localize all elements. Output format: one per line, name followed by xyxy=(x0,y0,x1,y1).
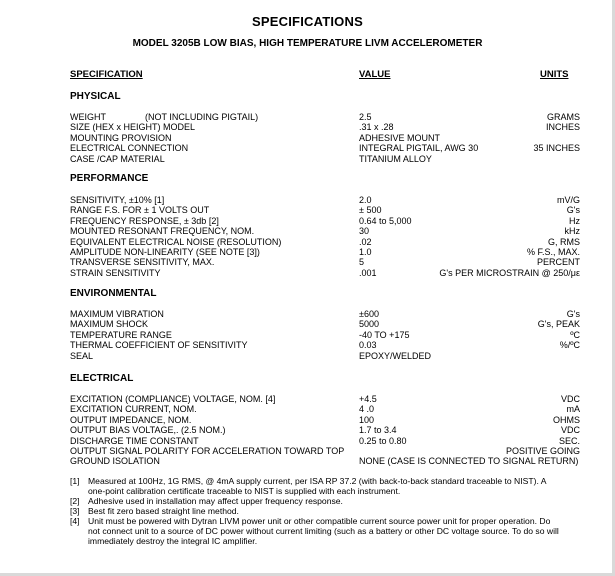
spec-value: 2.0 xyxy=(359,195,372,205)
spec-unit: PERCENT xyxy=(536,257,580,268)
spec-unit: SEC. xyxy=(558,435,580,446)
spec-row xyxy=(70,122,580,132)
spec-value: 4 .0 xyxy=(359,404,375,415)
section-heading-performance: PERFORMANCE xyxy=(70,173,149,184)
spec-label: EQUIVALENT ELECTRICAL NOISE (RESOLUTION) xyxy=(70,236,282,247)
spec-row xyxy=(70,195,580,205)
spec-value: 100 xyxy=(359,414,375,425)
spec-unit: mV/G xyxy=(556,195,580,205)
spec-value: ± 500 xyxy=(359,205,382,216)
footnote-number: [1] xyxy=(70,476,80,486)
spec-label: AMPLITUDE NON-LINEARITY (SEE NOTE [3]) xyxy=(70,246,260,257)
spec-row xyxy=(70,446,580,456)
spec-unit: POSITIVE GOING xyxy=(505,445,580,456)
spec-label: STRAIN SENSITIVITY xyxy=(70,267,161,278)
footnote-text: Adhesive used in installation may affect upper frequency response. xyxy=(88,496,343,506)
spec-value: .02 xyxy=(359,236,372,247)
spec-label: DISCHARGE TIME CONSTANT xyxy=(70,435,199,446)
spec-unit: ºC xyxy=(570,329,580,340)
spec-label: MOUNTING PROVISION xyxy=(70,132,172,143)
footnote-text: Unit must be powered with Dytran LIVM power unit or other compatible current source power unit for proper operation. Do not connect unit to a source of DC power without current limiting (such as a battery or other DC voltage source. To do so will immediately destroy the integral IC amplifier. xyxy=(88,516,559,546)
spec-row xyxy=(70,154,580,164)
spec-label: TRANSVERSE SENSITIVITY, MAX. xyxy=(70,257,215,268)
spec-row xyxy=(70,456,580,466)
spec-row xyxy=(70,425,580,435)
spec-value: TITANIUM ALLOY xyxy=(359,153,432,164)
spec-value: ±600 xyxy=(359,309,379,319)
spec-value: 1.7 to 3.4 xyxy=(359,425,397,436)
spec-label: WEIGHT xyxy=(70,112,106,122)
spec-unit: 35 INCHES xyxy=(533,143,580,154)
spec-label: SENSITIVITY, ±10% [1] xyxy=(70,195,165,205)
footnote xyxy=(70,476,560,496)
spec-value: 0.25 to 0.80 xyxy=(359,435,407,446)
column-header-units: UNITS xyxy=(540,69,569,80)
physical-rows xyxy=(70,112,580,164)
spec-unit: kHz xyxy=(564,226,580,237)
spec-unit: VDC xyxy=(560,425,580,436)
spec-value: EPOXY/WELDED xyxy=(359,350,432,361)
spec-value: .31 x .28 xyxy=(359,122,394,133)
spec-value: +4.5 xyxy=(359,394,377,404)
section-heading-electrical: ELECTRICAL xyxy=(70,373,134,384)
spec-value: 5000 xyxy=(359,319,380,330)
spec-label: MAXIMUM SHOCK xyxy=(70,319,149,330)
spec-unit: OHMS xyxy=(553,414,580,425)
footnote-number: [4] xyxy=(70,516,80,526)
spec-row xyxy=(70,309,580,319)
page-subtitle: MODEL 3205B LOW BIAS, HIGH TEMPERATURE LIVM ACCELEROMETER xyxy=(132,38,483,49)
spec-row xyxy=(70,247,580,257)
spec-unit: G's xyxy=(566,309,580,319)
spec-row xyxy=(70,133,580,143)
spec-row xyxy=(70,237,580,247)
spec-row xyxy=(70,226,580,236)
spec-value: 1.0 xyxy=(359,246,372,257)
column-header-specification: SPECIFICATION xyxy=(70,69,143,80)
spec-row xyxy=(70,143,580,153)
footnote-number: [3] xyxy=(70,506,80,516)
spec-value: 0.64 to 5,000 xyxy=(359,215,412,226)
spec-value: 30 xyxy=(359,226,370,237)
spec-value: .001 xyxy=(359,267,377,278)
spec-label: MAXIMUM VIBRATION xyxy=(70,309,164,319)
spec-label: THERMAL COEFFICIENT OF SENSITIVITY xyxy=(70,340,248,351)
spec-note: (NOT INCLUDING PIGTAIL) xyxy=(145,112,259,122)
spec-label: MOUNTED RESONANT FREQUENCY, NOM. xyxy=(70,226,255,237)
spec-value: INTEGRAL PIGTAIL, AWG 30 xyxy=(359,143,479,154)
spec-unit: G, RMS xyxy=(547,236,580,247)
spec-label: OUTPUT BIAS VOLTAGE,. (2.5 NOM.) xyxy=(70,425,226,436)
spec-unit: G's PER MICROSTRAIN @ 250/με xyxy=(439,267,580,278)
spec-label: TEMPERATURE RANGE xyxy=(70,329,172,340)
spec-label: EXCITATION CURRENT, NOM. xyxy=(70,404,197,415)
spec-row xyxy=(70,436,580,446)
section-heading-physical: PHYSICAL xyxy=(70,91,121,102)
footnote xyxy=(70,496,560,506)
spec-label: SEAL xyxy=(70,350,94,361)
spec-row xyxy=(70,394,580,404)
spec-label: RANGE F.S. FOR ± 1 VOLTS OUT xyxy=(70,205,210,216)
spec-label: EXCITATION (COMPLIANCE) VOLTAGE, NOM. [4] xyxy=(70,394,276,404)
section-heading-environmental: ENVIRONMENTAL xyxy=(70,288,157,299)
spec-row xyxy=(70,404,580,414)
performance-rows xyxy=(70,195,580,278)
spec-unit: mA xyxy=(566,404,580,415)
spec-row xyxy=(70,415,580,425)
spec-row xyxy=(70,205,580,215)
spec-value: 2.5 xyxy=(359,112,372,122)
spec-row xyxy=(70,351,580,361)
spec-unit: GRAMS xyxy=(546,112,580,122)
spec-unit: VDC xyxy=(560,394,580,404)
spec-label: GROUND ISOLATION xyxy=(70,456,160,467)
footnote xyxy=(70,506,560,516)
electrical-rows xyxy=(70,394,580,467)
spec-value: NONE (CASE IS CONNECTED TO SIGNAL RETURN) xyxy=(359,456,579,467)
spec-unit: INCHES xyxy=(545,122,580,133)
spec-row xyxy=(70,257,580,267)
footnotes xyxy=(70,476,560,546)
spec-unit: % F.S., MAX. xyxy=(526,246,580,257)
spec-unit: G's, PEAK xyxy=(537,319,580,330)
footnote-text: Best fit zero based straight line method. xyxy=(88,506,239,516)
footnote-text: Measured at 100Hz, 1G RMS, @ 4mA supply current, per ISA RP 37.2 (with back-to-back standard traceable to NIST). A one-point calibration certificate traceable to NIST is supplied with each instrument. xyxy=(88,476,547,496)
footnote xyxy=(70,516,560,546)
spec-value: ADHESIVE MOUNT xyxy=(359,132,441,143)
spec-unit: Hz xyxy=(569,215,580,226)
spec-value: -40 TO +175 xyxy=(359,329,410,340)
spec-row xyxy=(70,268,580,278)
spec-label: OUTPUT SIGNAL POLARITY FOR ACCELERATION TOWARD TOP xyxy=(70,445,345,456)
spec-row xyxy=(70,112,580,122)
spec-label: ELECTRICAL CONNECTION xyxy=(70,143,189,154)
spec-row xyxy=(70,340,580,350)
spec-label: CASE /CAP MATERIAL xyxy=(70,153,165,164)
spec-value: 5 xyxy=(359,257,365,268)
spec-row xyxy=(70,319,580,329)
spec-label: OUTPUT IMPEDANCE, NOM. xyxy=(70,414,192,425)
spec-unit: %/ºC xyxy=(559,340,580,351)
spec-label: SIZE (HEX x HEIGHT) MODEL xyxy=(70,122,196,133)
page-title: SPECIFICATIONS xyxy=(252,14,363,29)
spec-value: 0.03 xyxy=(359,340,377,351)
spec-row xyxy=(70,216,580,226)
spec-unit: G's xyxy=(566,205,580,216)
spec-row xyxy=(70,330,580,340)
spec-label: FREQUENCY RESPONSE, ± 3db [2] xyxy=(70,215,219,226)
footnote-number: [2] xyxy=(70,496,80,506)
environmental-rows xyxy=(70,309,580,361)
column-header-value: VALUE xyxy=(359,69,391,80)
